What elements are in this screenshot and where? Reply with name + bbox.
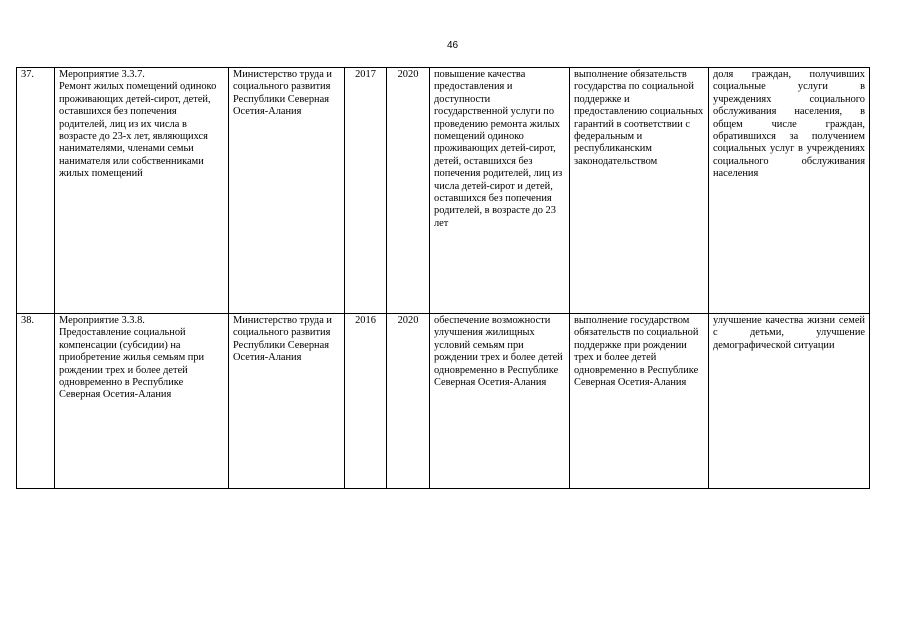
event-cell bbox=[55, 68, 229, 314]
page-number: 46 bbox=[446, 40, 459, 51]
end-year-cell: 2020 bbox=[387, 68, 430, 314]
start-year-cell: 2017 bbox=[345, 68, 387, 314]
end-year-cell: 2020 bbox=[387, 314, 430, 489]
consequence-cell: выполнение государством обязательств по социальной поддержке при рождении трех и более детей одновременно в Республике Северная Осетия-Алания bbox=[570, 314, 709, 489]
expected-result-cell: обеспечение возможности улучшения жилищных условий семьям при рождении трех и более детей одновременно в Республике Северная Осетия-Алания bbox=[430, 314, 570, 489]
event-text: Мероприятие 3.3.7. Ремонт жилых помещений одиноко проживающих детей-сирот, детей, оставшихся без попечения родителей, лиц из их числа в возрасте до 23-х лет, являющихся нанимателями, членами семьи нанимателя или собственниками жилых помещений bbox=[59, 69, 217, 180]
table-row bbox=[17, 314, 870, 489]
row-number: 37. bbox=[17, 68, 55, 314]
consequence-cell: выполнение обязательств государства по социальной поддержке и предоставлению социальных гарантий в соответствии с федеральным и республиканским законодательством bbox=[570, 68, 709, 314]
start-year-cell: 2016 bbox=[345, 314, 387, 489]
indicator-cell: доля граждан, получивших социальные услуги в учреждениях социального обслуживания населения, в общем числе граждан, обратившихся за получением социальных услуг в учреждениях социального обслуживания населения bbox=[709, 68, 870, 314]
expected-result-cell: повышение качества предоставления и доступности государственной услуги по проведению ремонта жилых помещений одиноко проживающих детей-сирот, детей, оставшихся без попечения родителей, лиц из числа детей-сирот и детей, оставшихся без попечения родителей, в возрасте до 23 лет bbox=[430, 68, 570, 314]
event-cell bbox=[55, 314, 229, 489]
indicator-cell: улучшение качества жизни семей с детьми, улучшение демографической ситуации bbox=[709, 314, 870, 489]
executor-cell: Министерство труда и социального развития Республики Северная Осетия-Алания bbox=[229, 314, 345, 489]
table-row bbox=[17, 68, 870, 314]
executor-cell: Министерство труда и социального развития Республики Северная Осетия-Алания bbox=[229, 68, 345, 314]
row-number: 38. bbox=[17, 314, 55, 489]
measures-table bbox=[16, 67, 870, 489]
event-text: Мероприятие 3.3.8. Предоставление социальной компенсации (субсидии) на приобретение жилья семьям при рождении трех и более детей одновременно в Республике Северная Осетия-Алания bbox=[59, 315, 205, 401]
